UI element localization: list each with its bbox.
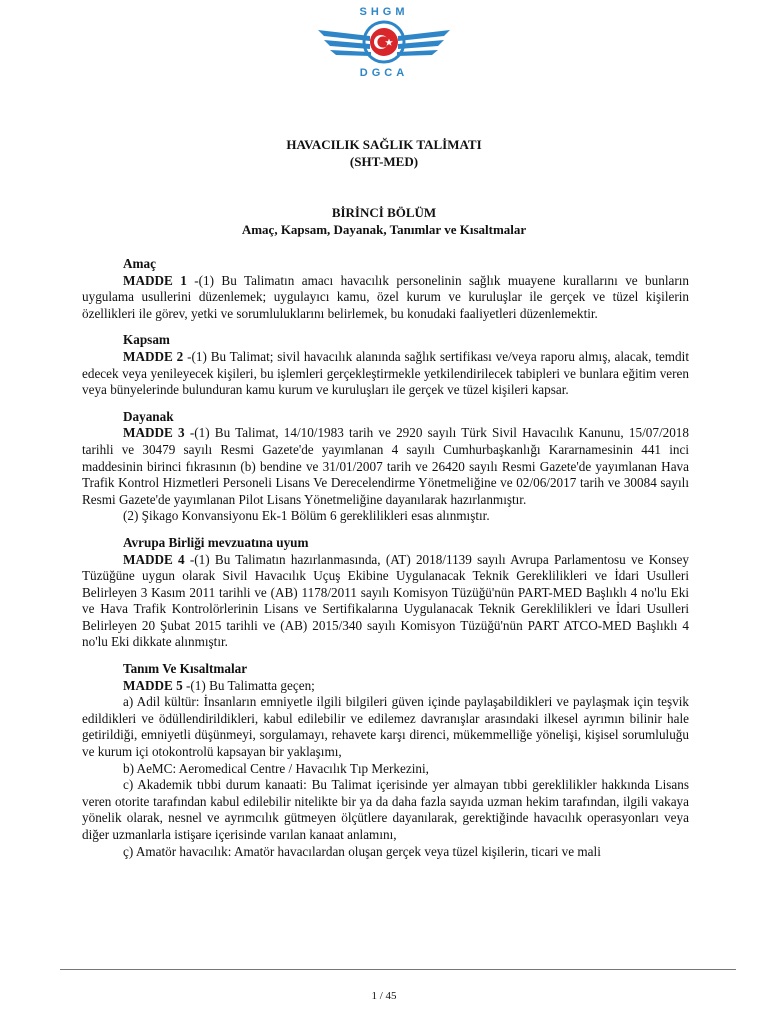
definition-item: ç) Amatör havacılık: Amatör havacılardan oluşan gerçek veya tüzel kişilerin, ticari ve mali	[123, 843, 601, 859]
article-text: -(1) Bu Talimat; sivil havacılık alanında sağlık sertifikası ve/veya raporu almış, alacak, temdit edecek veya yenileyecek kişileri, bu işlemleri gerçekleştirmekle yetkilendirilecek tabipleri ve bunlara eğitim veren veya bünyelerinde bulunduran kamu kurum ve kuruluşları ile gerçek ve tüzel kişileri kapsar.	[82, 348, 689, 398]
definition-item: b) AeMC: Aeromedical Centre / Havacılık Tıp Merkezini,	[123, 760, 429, 776]
article-text: -(1) Bu Talimatta geçen;	[182, 677, 315, 693]
shgm-dgca-logo	[314, 0, 454, 82]
section-heading-tanim: Tanım Ve Kısaltmalar	[123, 661, 248, 677]
article-text: -(1) Bu Talimatın hazırlanmasında, (AT) 2018/1139 sayılı Avrupa Parlamentosu ve Konsey Tüzüğüne uygun olarak Sivil Havacılık Uçuş Ekibine Uygulanacak Teknik Gereklilikleri ve İdari Usulleri Belirleyen 3 Kasım 2011 tarihli ve (AB) 1178/2011 sayılı Komisyon Tüzüğü'nün PART-MED Başlıklı 4 no'lu Eki ve Hava Trafik Kontrolörlerinin Lisans ve Sertifikalarına Uygulanacak Teknik Gereklilikleri ve İdari Usulleri Belirleyen 20 Şubat 2015 tarihli ve (AB) 2015/340 sayılı Komisyon Tüzüğü'nün PART ATCO-MED Başlıklı 4 no'lu Eki dikkate alınmıştır.	[82, 551, 689, 650]
chapter-subtitle: Amaç, Kapsam, Dayanak, Tanımlar ve Kısaltmalar	[241, 222, 527, 237]
document-body	[82, 256, 689, 860]
definition-item: c) Akademik tıbbi durum kanaati: Bu Talimat içerisinde yer almayan tıbbi gereklilikler hakkında Lisans veren otorite tarafından kabul edilebilir nitelikte bir ya da daha fazla sayıda uzman hekim tarafından, ilgili vakaya yönelik olarak, nesnel ve ayrımcılık gütmeyen ölçütlere dayanılarak, gerektiğinde havacılık operasyonları veya diğer uzmanlarla istişare içerisinde varılan kanaat anlamını,	[82, 777, 689, 842]
page-number: 1 / 45	[371, 990, 397, 1002]
definition-item: a) Adil kültür: İnsanların emniyetle ilgili bilgileri güven içinde paylaşabildikleri ve paylaşmak için teşvik edildikleri ve ödüllendirildikleri, kabul edilebilir ve edilemez davranışlar arasındaki ilkesel ayrımın bilinir hale getirildiği, emniyetli düşünmeyi, sorgulamayı, rehavete karşı direnci, mükemmelliğe yönelişi, kişisel sorumluluğu ve kurum içi otokontrolü kapsayan bir yaklaşımı,	[82, 694, 689, 760]
section-heading-dayanak: Dayanak	[123, 408, 174, 424]
article-number: MADDE 2	[123, 348, 184, 364]
article-4	[82, 552, 689, 652]
article-text: -(1) Bu Talimatın amacı havacılık personelinin sağlık muayene kurallarını ve bunların uygulama usullerini düzenlemek; uygulayıcı kamu, özel kurum ve kuruluşlar ile gerçek ve tüzel kişilerin özellikleri ile görev, yetki ve sorumluluklarını belirlemek, bu konudaki faaliyetleri düzenlemektir.	[82, 272, 689, 321]
document-title: HAVACILIK SAĞLIK TALİMATI	[286, 137, 482, 152]
footer-divider	[60, 969, 736, 970]
article-2	[82, 349, 689, 399]
article-number: MADDE 3	[123, 425, 185, 441]
document-code: (SHT-MED)	[349, 154, 419, 169]
article-3-para-2: (2) Şikago Konvansiyonu Ek-1 Bölüm 6 gereklilikleri esas alınmıştır.	[123, 508, 490, 524]
article-text: -(1) Bu Talimat, 14/10/1983 tarih ve 2920 sayılı Türk Sivil Havacılık Kanunu, 15/07/2018 tarihli ve 30479 sayılı Resmi Gazete'de yayımlanan 4 sayılı Cumhurbaşkanlığı Kararnamesinin 441 inci maddesinin birinci fıkrasının (b) bendine ve 31/01/2007 tarih ve 26420 sayılı Resmi Gazete'de yayımlanan Hava Trafik Kontrol Hizmetleri Personeli Lisans Ve Derecelendirme Yönetmeliğine ve 02/06/2017 tarih ve 30084 sayılı Resmi Gazete'de yayımlanan Pilot Lisans Yönetmeliğine dayanılarak hazırlanmıştır.	[82, 425, 689, 507]
article-number: MADDE 4	[123, 551, 185, 567]
article-1	[82, 273, 689, 323]
logo-top-text: SHGM	[359, 6, 409, 18]
logo-bottom-text: DGCA	[359, 67, 409, 79]
section-heading-kapsam: Kapsam	[123, 332, 170, 348]
article-3	[82, 425, 689, 508]
chapter-title: BİRİNCİ BÖLÜM	[331, 205, 437, 220]
article-5	[82, 678, 689, 695]
article-number: MADDE 1	[123, 272, 187, 288]
section-heading-amac: Amaç	[123, 256, 156, 271]
article-number: MADDE 5	[123, 677, 183, 693]
section-heading-avrupa: Avrupa Birliği mevzuatına uyum	[123, 534, 309, 550]
